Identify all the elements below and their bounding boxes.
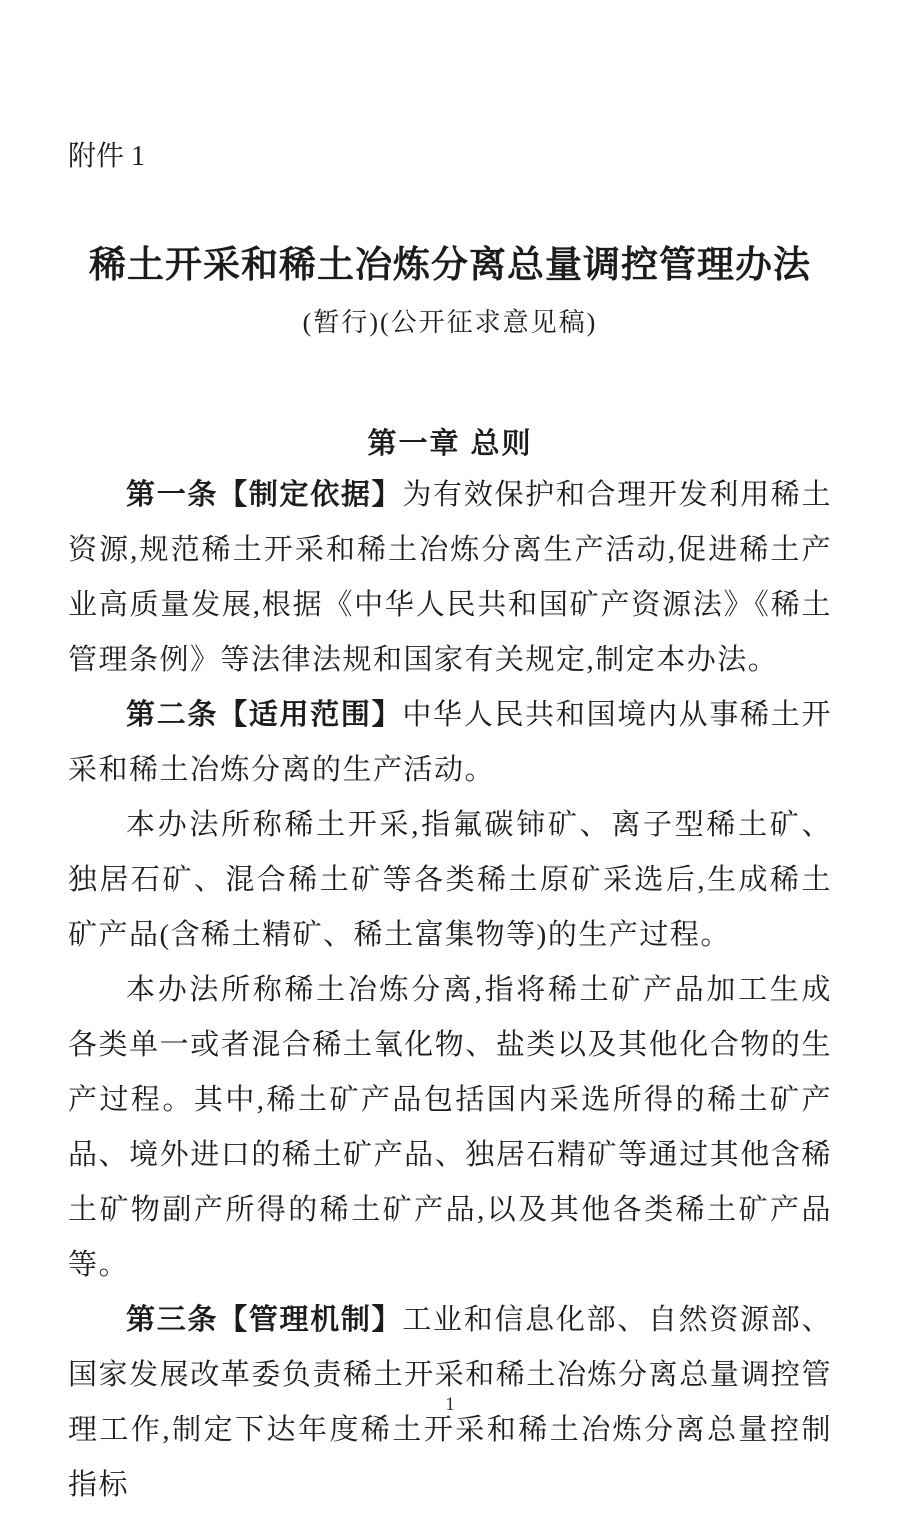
document-body	[68, 468, 832, 1513]
paragraph-text: 本办法所称稀土开采,指氟碳铈矿、离子型稀土矿、独居石矿、混合稀土矿等各类稀土原矿采选后,生成稀土矿产品(含稀土精矿、稀土富集物等)的生产过程。	[68, 808, 832, 951]
document-subtitle: (暂行)(公开征求意见稿)	[302, 307, 598, 337]
paragraph	[68, 798, 832, 963]
article-lead: 第二条【适用范围】	[126, 698, 403, 731]
attachment-label: 附件 1	[68, 141, 146, 172]
article-lead: 第三条【管理机制】	[126, 1303, 403, 1336]
article-lead: 第一条【制定依据】	[126, 478, 403, 511]
paragraph-text: 本办法所称稀土冶炼分离,指将稀土矿产品加工生成各类单一或者混合稀土氧化物、盐类以及其他化合物的生产过程。其中,稀土矿产品包括国内采选所得的稀土矿产品、境外进口的稀土矿产品、独居石精矿等通过其他含稀土矿物副产所得的稀土矿产品,以及其他各类稀土矿产品等。	[68, 973, 832, 1281]
paragraph	[68, 468, 832, 688]
paragraph-text: 中华人民共和国境内从事稀土开采和稀土冶炼分离的生产活动。	[68, 698, 832, 786]
document-title: 稀土开采和稀土冶炼分离总量调控管理办法	[89, 244, 811, 286]
paragraph-text: 工业和信息化部、自然资源部、国家发展改革委负责稀土开采和稀土冶炼分离总量调控管理工作,制定下达年度稀土开采和稀土冶炼分离总量控制指标	[68, 1303, 832, 1501]
chapter-heading: 第一章 总则	[367, 427, 533, 460]
page-number: 1	[445, 1394, 455, 1415]
paragraph	[68, 963, 832, 1293]
paragraph	[68, 688, 832, 798]
paragraph-text: 为有效保护和合理开发利用稀土资源,规范稀土开采和稀土冶炼分离生产活动,促进稀土产业高质量发展,根据《中华人民共和国矿产资源法》《稀土管理条例》等法律法规和国家有关规定,制定本办法。	[68, 478, 832, 676]
